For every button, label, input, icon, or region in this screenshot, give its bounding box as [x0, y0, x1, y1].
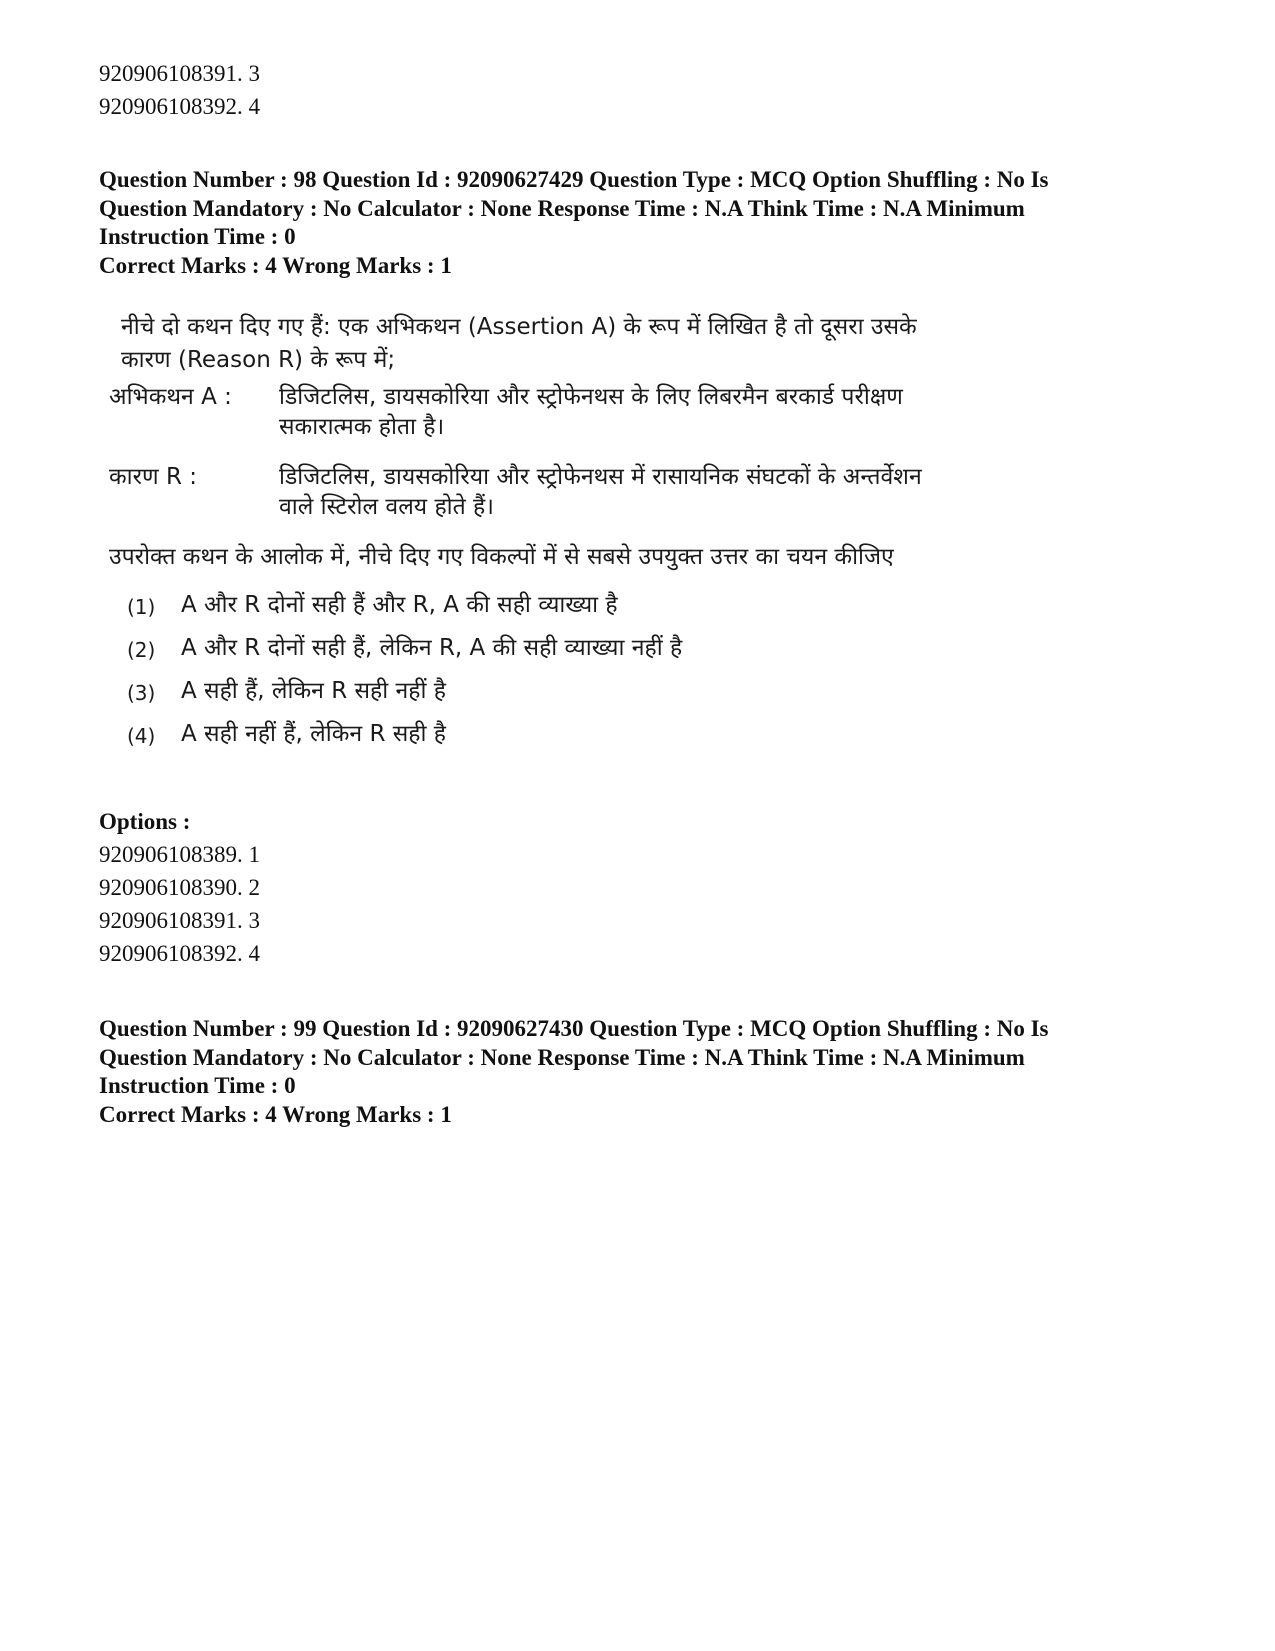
q98-intro-line-2: कारण (Reason R) के रूप में;: [121, 347, 396, 373]
q98-choice-1-number: (1): [127, 595, 156, 619]
prev-option-3: 920906108391. 3: [99, 61, 260, 86]
q99-header-line-1: Question Number : 99 Question Id : 92090627430 Question Type : MCQ Option Shuffling : No Is: [99, 1016, 1049, 1041]
q98-header-line-2: Question Mandatory : No Calculator : None Response Time : N.A Think Time : N.A Minimum: [99, 195, 1025, 221]
q98-instruction: उपरोक्त कथन के आलोक में, नीचे दिए गए विकल्पों में से सबसे उपयुक्त उत्तर का चयन कीजिए: [109, 544, 894, 570]
q98-choice-1-text: A और R दोनों सही हैं और R, A की सही व्याख्या है: [181, 592, 618, 618]
q99-header-line-3: Instruction Time : 0: [99, 1073, 296, 1098]
q98-reason-line-2: वाले स्टिरोल वलय होते हैं।: [279, 494, 494, 520]
q98-option-1: 920906108389. 1: [99, 842, 260, 867]
q98-option-2: 920906108390. 2: [99, 875, 260, 900]
q98-choice-3-number: (3): [127, 681, 156, 705]
q98-choice-2-text: A और R दोनों सही हैं, लेकिन R, A की सही व्याख्या नहीं है: [181, 635, 683, 661]
q98-choice-3-text: A सही हैं, लेकिन R सही नहीं है: [181, 678, 446, 704]
q98-choice-4-number: (4): [127, 724, 156, 748]
q99-header: [99, 1015, 1179, 1101]
q98-question-image: [99, 312, 999, 792]
q99-marks: Correct Marks : 4 Wrong Marks : 1: [99, 1102, 452, 1127]
q98-choice-2-number: (2): [127, 638, 156, 662]
q98-assertion-label: अभिकथन A :: [109, 384, 232, 410]
q98-intro-line-1: नीचे दो कथन दिए गए हैं: एक अभिकथन (Assertion A) के रूप में लिखित है तो दूसरा उसके: [121, 314, 917, 340]
q98-reason-label: कारण R :: [109, 464, 198, 490]
q98-reason-line-1: डिजिटलिस, डायसकोरिया और स्ट्रोफेनथस में रासायनिक संघटकों के अन्तर्वेशन: [279, 464, 922, 490]
q99-header-line-2: Question Mandatory : No Calculator : None Response Time : N.A Think Time : N.A Minimum: [99, 1044, 1025, 1070]
q98-assertion-line-1: डिजिटलिस, डायसकोरिया और स्ट्रोफेनथस के लिए लिबरमैन बरकार्ड परीक्षण: [279, 384, 903, 410]
q98-option-4: 920906108392. 4: [99, 941, 260, 966]
q98-assertion-line-2: सकारात्मक होता है।: [279, 414, 445, 440]
q98-marks: Correct Marks : 4 Wrong Marks : 1: [99, 253, 452, 278]
q98-header-line-3: Instruction Time : 0: [99, 224, 296, 249]
prev-option-4: 920906108392. 4: [99, 94, 260, 119]
q98-header: [99, 166, 1179, 252]
q98-option-3: 920906108391. 3: [99, 908, 260, 933]
q98-options-label: Options :: [99, 809, 191, 834]
q98-header-line-1: Question Number : 98 Question Id : 92090627429 Question Type : MCQ Option Shuffling : No Is: [99, 167, 1049, 192]
q98-choice-4-text: A सही नहीं हैं, लेकिन R सही है: [181, 721, 446, 747]
